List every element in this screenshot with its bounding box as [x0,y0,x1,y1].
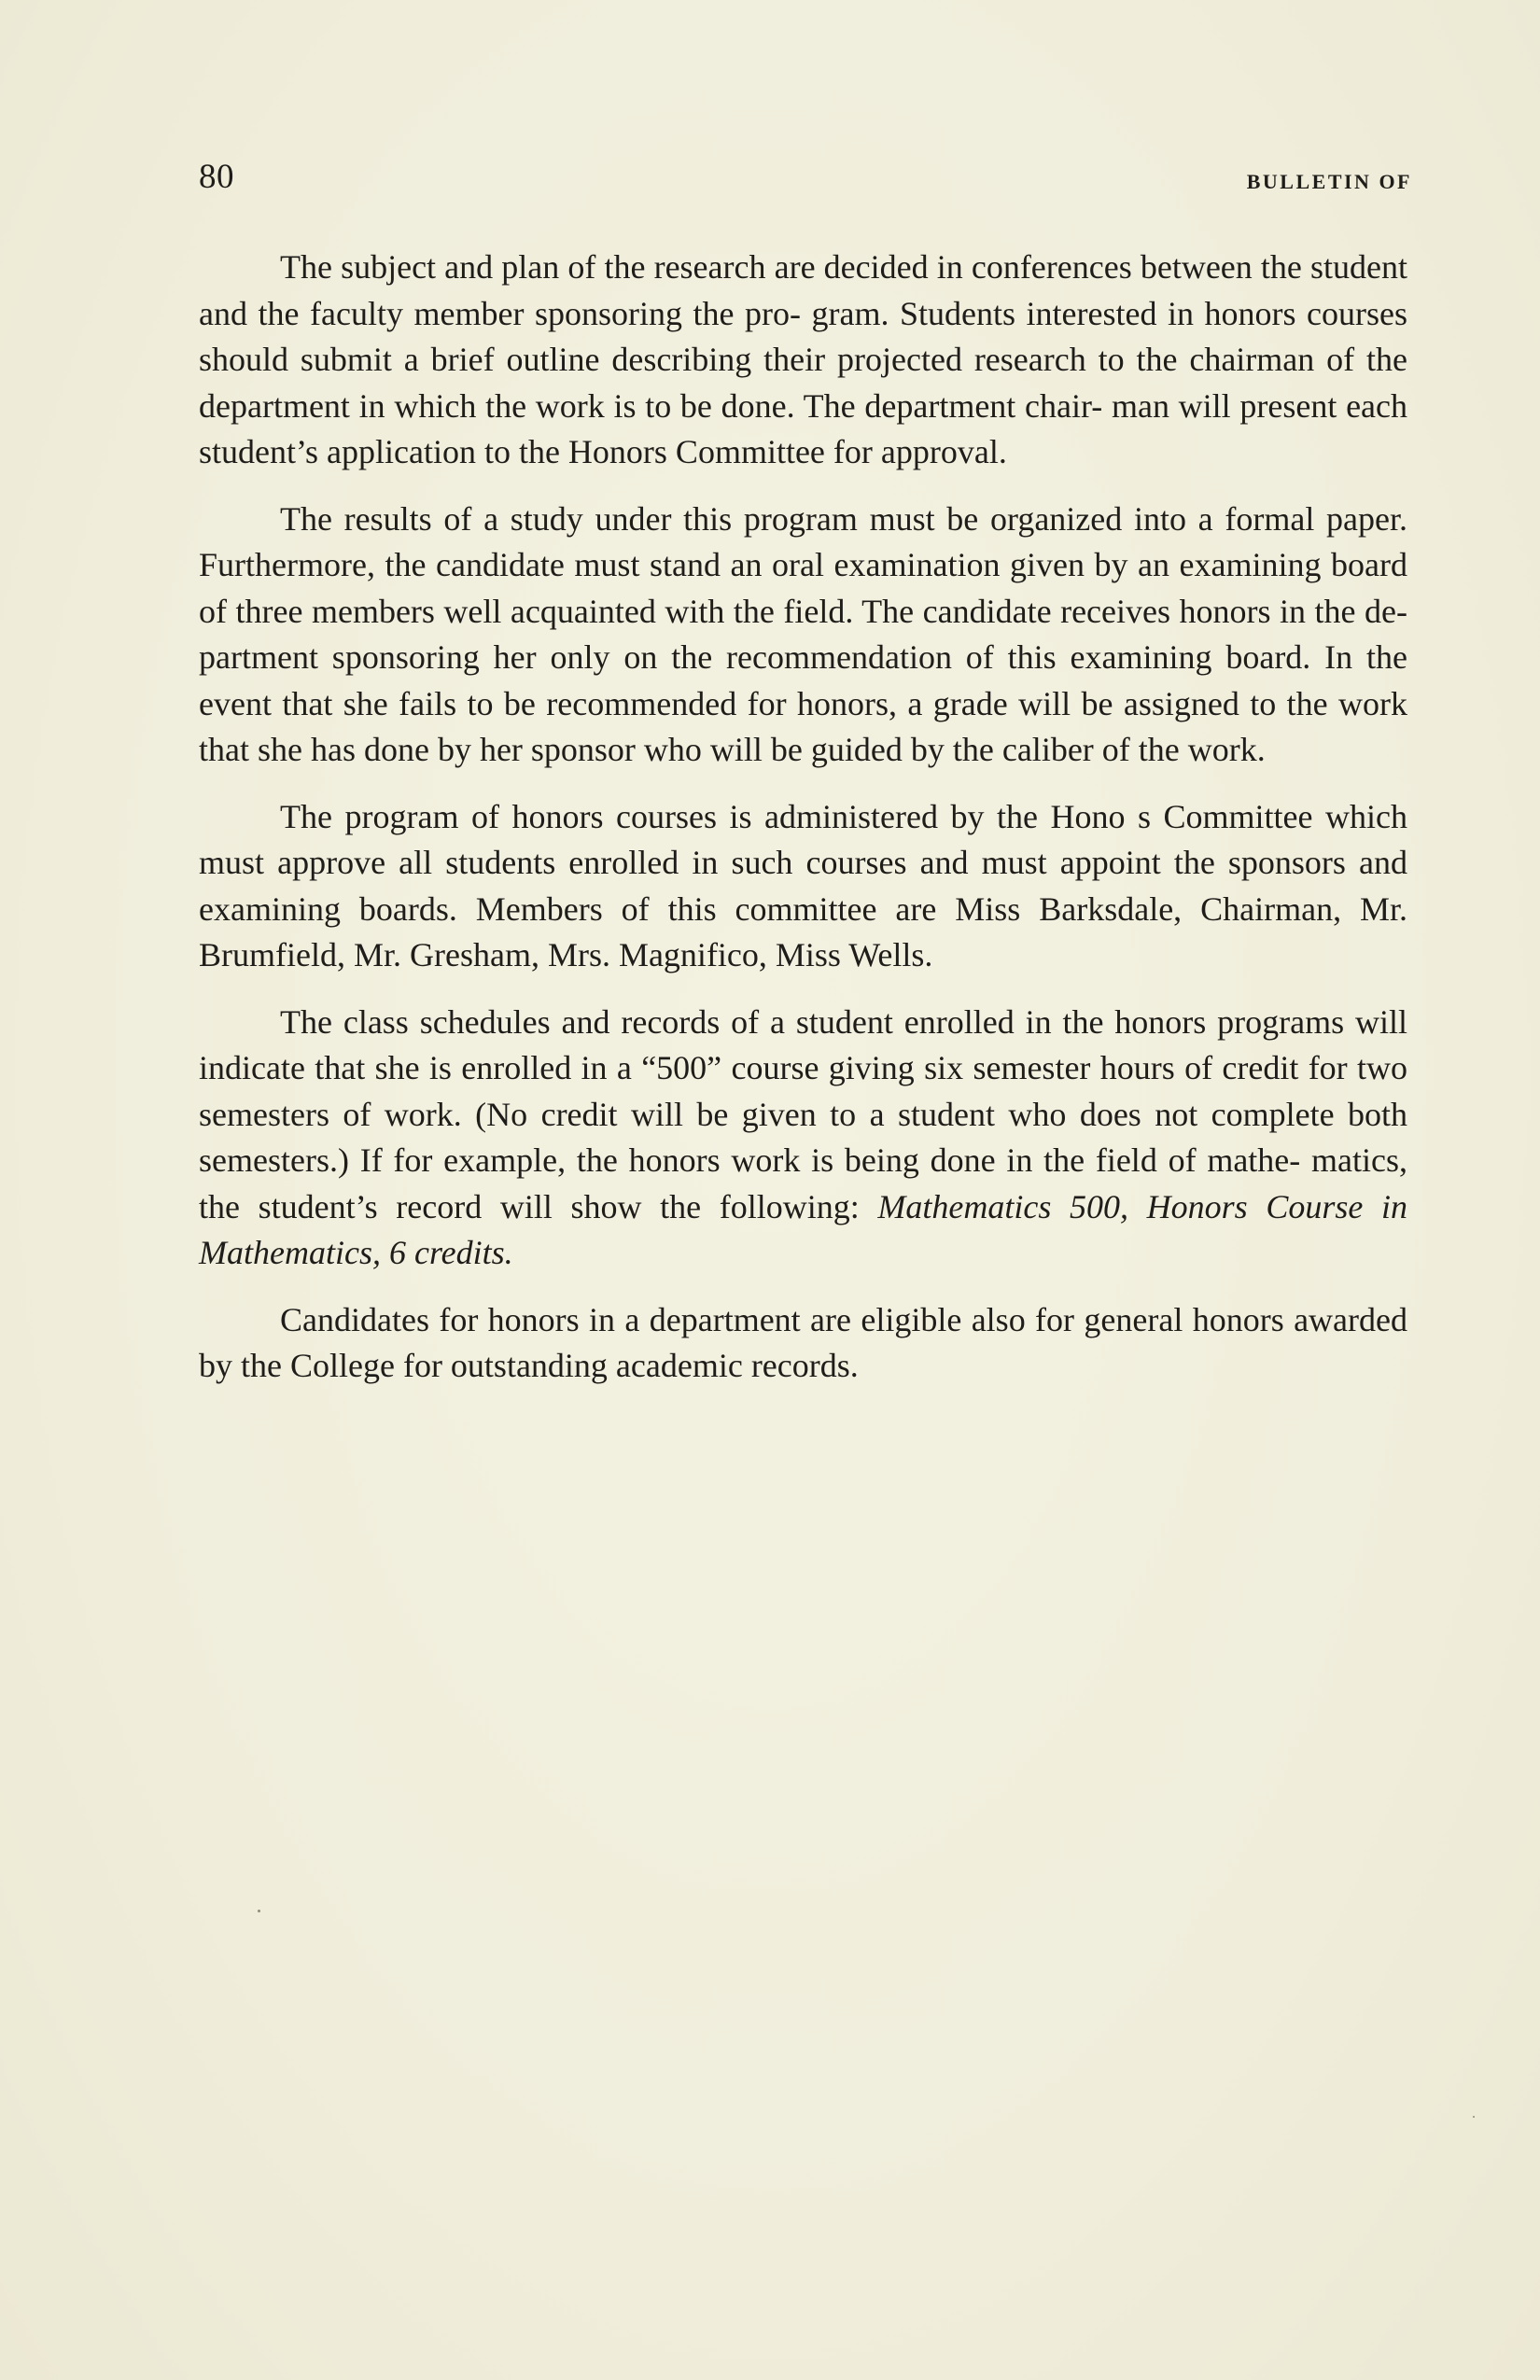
paragraph-class-schedules [199,1000,1407,1277]
paragraph-honors-committee: The program of honors courses is administered by the Hono s Committee which must approve all students enrolled in such courses and must appoint the sponsors and examining boards. Members of this committee are Miss Barksdale, Chairman, Mr. Brumfield, Mr. Gresham, Mrs. Magnifico, Miss Wells. [199,797,1407,973]
paragraph-general-honors: Candidates for honors in a department are eligible also for general honors awarded by the College for outstanding academic records. [199,1300,1407,1384]
paper-speck [1473,2116,1475,2118]
paper-speck [258,1910,260,1912]
running-head [199,157,1412,203]
body-text [199,245,1407,1390]
paragraph-class-schedules-text: The class schedules and records of a student enrolled in the honors programs will indicate that she is enrolled in a “500” course giving six semester hours of credit for two semesters of work. (No credit will be given to a student who does not complete both semesters.) If for example, the honors work is being done in the field of mathe- matics, the student’s record will show the following: [199,1002,1407,1225]
paragraph-research-plan: The subject and plan of the research are decided in conferences between the student and the faculty member sponsoring the pro- gram. Students interested in honors courses should submit a brief outline describing their projected research to the chairman of the department in which the work is to be done. The department chair- man will present each student’s application to the Honors Committee for approval. [199,248,1407,470]
course-record-example: Mathematics 500, Honors Course in Mathematics, 6 credits. [199,1187,1407,1271]
page-number: 80 [199,158,234,196]
paragraph-formal-paper: The results of a study under this program must be organized into a formal paper. Furthermore, the candidate must stand an oral examination given by an examining board of three members well acquainted with the field. The candidate receives honors in the de- partment sponsoring her only on the recommendation of this examining board. In the event that she fails to be recommended for honors, a grade will be assigned to the work that she has done by her sponsor who will be guided by the caliber of the work. [199,499,1407,768]
running-title: BULLETIN OF [1246,170,1412,193]
